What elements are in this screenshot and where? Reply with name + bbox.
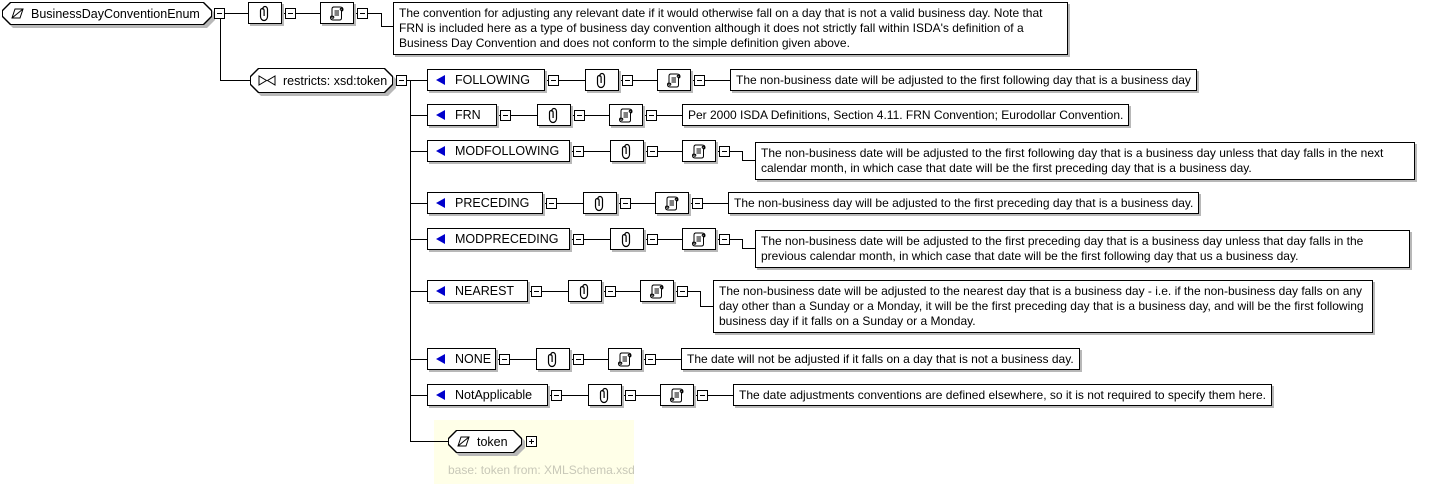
scroll-icon [690,230,708,248]
enumeration-facet-icon [436,234,445,244]
restriction-icon [257,74,277,87]
attributes-button[interactable] [583,192,617,214]
enum-value-MODPRECEDING[interactable] [427,228,570,250]
scroll-icon [328,4,346,22]
documentation-text: The date adjustments conventions are defined elsewhere, so it is not required to specify them here. [733,384,1272,406]
enumeration-facet-icon [436,146,445,156]
enumeration-facet-icon [436,75,445,85]
collapse-toggle[interactable] [692,198,703,209]
paperclip-icon [592,194,608,212]
collapse-toggle[interactable] [214,8,225,19]
connector-line [381,26,393,27]
collapse-toggle[interactable] [645,354,656,365]
annotation-button[interactable] [320,2,354,24]
documentation-text: Per 2000 ISDA Definitions, Section 4.11. FRN Convention; Eurodollar Convention. [682,104,1129,126]
enum-label: MODFOLLOWING [455,144,560,158]
collapse-toggle[interactable] [625,390,636,401]
connector-line [220,80,250,81]
collapse-toggle[interactable] [546,198,557,209]
scroll-icon [663,194,681,212]
annotation-button[interactable] [608,348,642,370]
annotation-button[interactable] [609,104,643,126]
connector-line [410,80,411,441]
collapse-toggle[interactable] [719,234,730,245]
root-type-label: BusinessDayConventionEnum [31,6,200,21]
connector-line [742,248,755,249]
collapse-toggle[interactable] [531,286,542,297]
restriction-box[interactable] [250,68,393,93]
collapse-toggle[interactable] [694,75,705,86]
collapse-toggle[interactable] [574,110,585,121]
collapse-toggle[interactable] [285,8,296,19]
paperclip-icon [257,4,273,22]
collapse-toggle[interactable] [620,198,631,209]
base-type-note: base: token from: XMLSchema.xsd [448,463,635,477]
collapse-toggle[interactable] [500,110,511,121]
enum-value-NONE[interactable] [427,348,496,370]
connector-line [700,306,713,307]
collapse-toggle[interactable] [573,354,584,365]
collapse-toggle[interactable] [719,146,730,157]
connector-line [410,441,450,442]
enum-label: FRN [455,108,481,122]
annotation-button[interactable] [660,384,694,406]
attributes-button[interactable] [588,384,622,406]
collapse-toggle[interactable] [647,234,658,245]
documentation-text: The convention for adjusting any relevant date if it would otherwise fall on a day that is not a valid business day. Note that FRN is included here as a type of business day convention although it does not strictly fall within ISDA's definition of a Business Day Convention and does not conform to the simple definition given above. [393,2,1068,55]
attributes-button[interactable] [537,104,571,126]
enumeration-facet-icon [436,198,445,208]
annotation-button[interactable] [682,228,716,250]
documentation-text: The non-business date will be adjusted to the first following day that is a business day unless that day falls in the next calendar month, in which case that date will be the first preceding day that is a business day. [755,142,1415,180]
enum-label: NONE [455,352,492,366]
attributes-button[interactable] [610,228,644,250]
documentation-text: The non-business date will be adjusted to the nearest day that is a business day - i.e. if the non-business day falls on any day other than a Sunday or a Monday, it will be the first preceding day that is a business day, and will be the first following business day if it falls on a Sunday or a Monday. [713,280,1373,333]
collapse-toggle[interactable] [573,146,584,157]
scroll-icon [616,350,634,368]
collapse-toggle[interactable] [647,146,658,157]
attributes-button[interactable] [536,348,570,370]
documentation-text: The non-business date will be adjusted to the first following day that is a business day [730,69,1197,91]
enum-value-NotApplicable[interactable] [427,384,548,406]
collapse-toggle[interactable] [548,75,559,86]
collapse-toggle[interactable] [605,286,616,297]
enum-value-FRN[interactable] [427,104,497,126]
enum-label: NotApplicable [455,388,533,402]
paperclip-icon [619,142,635,160]
connector-line [742,239,743,248]
collapse-toggle[interactable] [677,286,688,297]
collapse-toggle[interactable] [499,354,510,365]
connector-line [381,13,382,26]
paperclip-icon [546,106,562,124]
enum-label: MODPRECEDING [455,232,559,246]
attributes-button[interactable] [568,280,602,302]
annotation-button[interactable] [682,140,716,162]
restriction-label: restricts: xsd:token [283,73,388,88]
paperclip-icon [545,350,561,368]
enumeration-facet-icon [436,354,445,364]
enum-value-FOLLOWING[interactable] [427,69,545,91]
annotation-button[interactable] [655,192,689,214]
annotation-button[interactable] [657,69,691,91]
enumeration-facet-icon [436,390,445,400]
paperclip-icon [597,386,613,404]
connector-line [220,19,221,80]
expand-toggle[interactable] [526,436,537,447]
scroll-icon [690,142,708,160]
enum-value-MODFOLLOWING[interactable] [427,140,570,162]
connector-line [212,13,381,14]
documentation-text: The date will not be adjusted if it falls on a day that is not a business day. [681,348,1080,370]
paperclip-icon [619,230,635,248]
scroll-icon [648,282,666,300]
base-type-box[interactable] [448,430,522,453]
collapse-toggle[interactable] [697,390,708,401]
collapse-toggle[interactable] [551,390,562,401]
paperclip-icon [594,71,610,89]
scroll-icon [665,71,683,89]
scroll-icon [617,106,635,124]
collapse-toggle[interactable] [622,75,633,86]
documentation-text: The non-business day will be adjusted to the first preceding day that is a business day. [728,192,1199,214]
enum-label: NEAREST [455,284,515,298]
connector-line [700,291,701,306]
documentation-text: The non-business date will be adjusted to the first preceding day that is a business day unless that day falls in the previous calendar month, in which case that date will be the first following day that us a business day. [755,230,1410,268]
enumeration-facet-icon [436,110,445,120]
paperclip-icon [577,282,593,300]
root-simple-type-box[interactable] [2,2,212,25]
attributes-button[interactable] [610,140,644,162]
enum-value-PRECEDING[interactable] [427,192,543,214]
enum-label: PRECEDING [455,196,530,210]
simple-type-icon [455,435,471,448]
connector-line [742,151,743,160]
simple-type-icon [9,7,25,20]
attributes-button[interactable] [585,69,619,91]
enum-value-NEAREST[interactable] [427,280,528,302]
collapse-toggle[interactable] [357,8,368,19]
scroll-icon [668,386,686,404]
annotation-button[interactable] [640,280,674,302]
collapse-toggle[interactable] [646,110,657,121]
connector-line [742,160,755,161]
enumeration-facet-icon [436,286,445,296]
collapse-toggle[interactable] [396,75,407,86]
enum-label: FOLLOWING [455,73,531,87]
collapse-toggle[interactable] [573,234,584,245]
attributes-button[interactable] [248,2,282,24]
base-type-label: token [477,434,508,449]
